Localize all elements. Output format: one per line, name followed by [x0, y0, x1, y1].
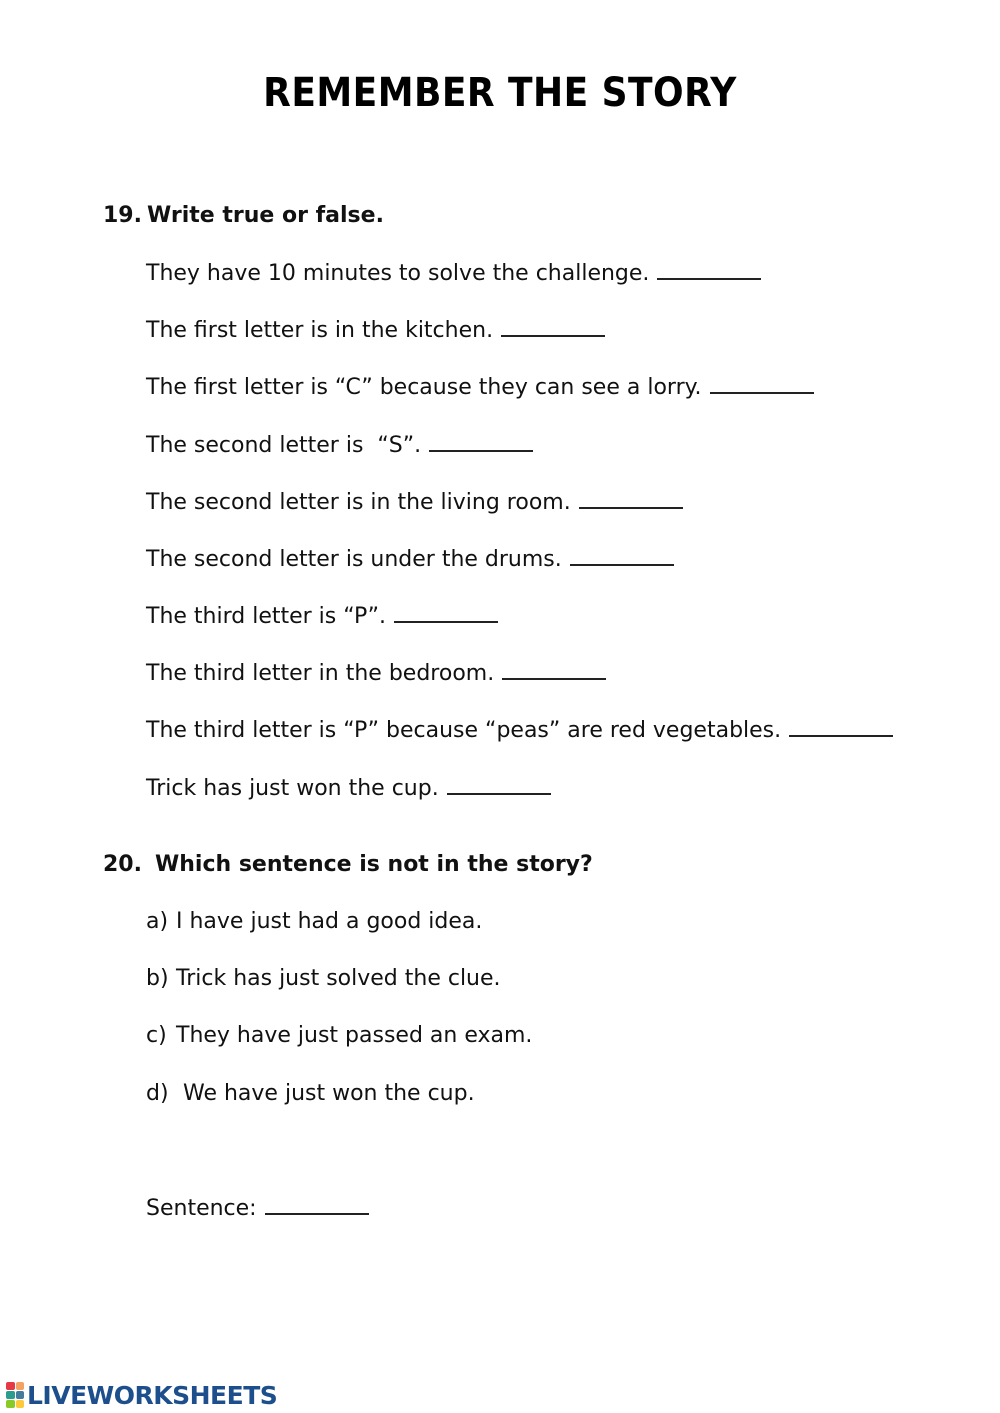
option-row: [146, 1081, 475, 1107]
answer-blank[interactable]: [429, 432, 533, 452]
option-row: [146, 966, 501, 992]
option-row: [146, 1023, 532, 1049]
statement-row: [146, 432, 533, 459]
page-title: REMEMBER THE STORY: [263, 70, 737, 116]
statement-row: [146, 546, 674, 573]
statement-row: [146, 317, 605, 344]
statement-text: They have 10 minutes to solve the challenge.: [146, 261, 650, 286]
option-text: Trick has just solved the clue.: [176, 966, 501, 991]
option-letter: c): [146, 1023, 167, 1048]
statement-text: The second letter is under the drums.: [146, 547, 562, 572]
logo-text: LIVEWORKSHEETS: [27, 1380, 278, 1410]
answer-blank[interactable]: [265, 1195, 369, 1215]
statement-row: [146, 603, 498, 630]
answer-blank[interactable]: [579, 489, 683, 509]
statement-row: [146, 660, 606, 687]
answer-blank[interactable]: [570, 546, 674, 566]
question-text: Write true or false.: [147, 203, 384, 228]
answer-label: Sentence:: [146, 1196, 257, 1221]
answer-blank[interactable]: [394, 603, 498, 623]
statement-text: The third letter is “P” because “peas” are red vegetables.: [146, 718, 782, 743]
statement-text: The third letter in the bedroom.: [146, 661, 495, 686]
statement-row: [146, 489, 683, 516]
question-text: Which sentence is not in the story?: [155, 852, 593, 877]
statement-text: The first letter is in the kitchen.: [146, 318, 494, 343]
statement-row: [146, 374, 814, 401]
answer-blank[interactable]: [710, 374, 814, 394]
answer-blank[interactable]: [447, 775, 551, 795]
question-number: 20.: [103, 852, 142, 877]
statement-text: The second letter is “S”.: [146, 433, 422, 458]
option-letter: a): [146, 909, 169, 934]
question-19-heading: [103, 203, 384, 228]
logo-mark-icon: [6, 1382, 24, 1408]
question-number: 19.: [103, 203, 142, 228]
answer-blank[interactable]: [789, 717, 893, 737]
statement-row: [146, 260, 761, 287]
statement-text: The first letter is “C” because they can see a lorry.: [146, 375, 702, 400]
liveworksheets-logo: [6, 1380, 277, 1410]
answer-sentence-row: [146, 1195, 369, 1222]
statement-text: The second letter is in the living room.: [146, 490, 571, 515]
option-text: We have just won the cup.: [176, 1081, 475, 1106]
option-text: They have just passed an exam.: [176, 1023, 533, 1048]
answer-blank[interactable]: [501, 317, 605, 337]
statement-text: The third letter is “P”.: [146, 604, 387, 629]
question-20-heading: [103, 852, 593, 877]
option-row: [146, 909, 482, 935]
option-text: I have just had a good idea.: [176, 909, 483, 934]
option-letter: b): [146, 966, 169, 991]
answer-blank[interactable]: [502, 660, 606, 680]
option-letter: d): [146, 1081, 169, 1106]
statement-row: [146, 717, 893, 744]
statement-row: [146, 775, 551, 802]
answer-blank[interactable]: [657, 260, 761, 280]
statement-text: Trick has just won the cup.: [146, 776, 439, 801]
